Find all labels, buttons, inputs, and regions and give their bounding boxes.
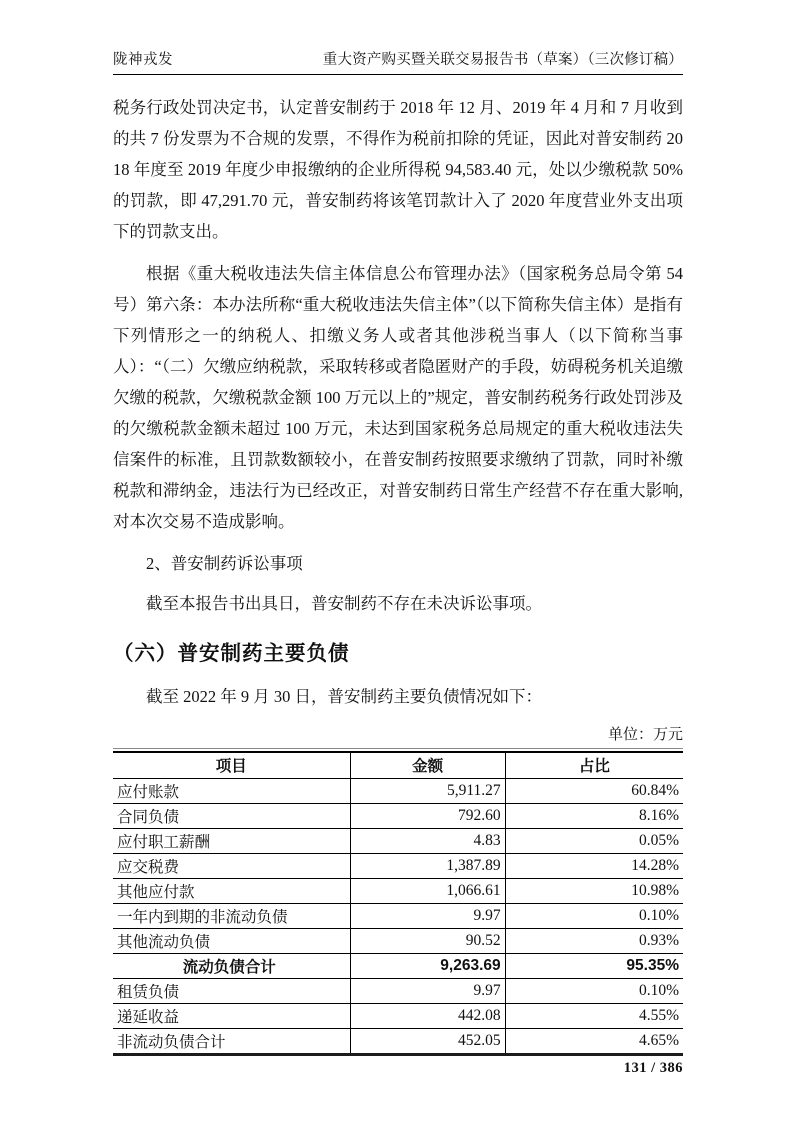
page-number: 131 / 386 xyxy=(623,1059,683,1076)
table-cell-amount: 1,066.61 xyxy=(350,878,505,903)
table-unit-label: 单位：万元 xyxy=(607,727,683,743)
running-header xyxy=(113,0,683,75)
table-row xyxy=(113,803,683,828)
table-cell-ratio: 0.05% xyxy=(505,828,683,853)
table-cell-ratio: 4.65% xyxy=(505,1028,683,1054)
table-header-ratio: 占比 xyxy=(578,758,610,776)
table-cell-item: 应付账款 xyxy=(113,778,350,803)
table-cell-item: 流动负债合计 xyxy=(113,953,350,978)
table-cell-ratio: 0.93% xyxy=(505,928,683,953)
table-cell-ratio: 0.10% xyxy=(505,903,683,928)
table-cell-ratio: 0.10% xyxy=(505,978,683,1003)
table-cell-amount: 9.97 xyxy=(350,978,505,1003)
table-cell-item: 其他应付款 xyxy=(113,878,350,903)
table-row xyxy=(113,1003,683,1028)
table-header-item: 项目 xyxy=(113,752,350,778)
document-body xyxy=(113,75,683,1077)
table-row xyxy=(113,903,683,928)
table-header-row xyxy=(113,752,683,778)
paragraph-regulation: 根据《重大税收违法失信主体信息公布管理办法》（国家税务总局令第 54 号）第六条：本办法所称“重大税收违法失信主体”（以下简称失信主体）是指有下列情形之一的纳税人、扣缴义务人或者其他涉税当事人（以下简称当事人）：“（二）欠缴应纳税款，采取转移或者隐匿财产的手段，妨碍税务机关追缴欠缴的税款，欠缴税款金额 100 万元以上的”规定，普安制药税务行政处罚涉及的欠缴税款金额未超过 100 万元，未达到国家税务总局规定的重大税收违法失信案件的标准，且罚款数额较小，在普安制药按照要求缴纳了罚款，同时补缴税款和滞纳金，违法行为已经改正，对普安制药日常生产经营不存在重大影响,对本次交易不造成影响。 xyxy=(113,264,683,531)
table-cell-amount: 4.83 xyxy=(350,828,505,853)
paragraph-liabilities-intro: 截至 2022 年 9 月 30 日，普安制药主要负债情况如下： xyxy=(146,687,542,706)
table-cell-ratio: 10.98% xyxy=(505,878,683,903)
table-row xyxy=(113,953,683,978)
table-cell-amount: 1,387.89 xyxy=(350,853,505,878)
table-cell-amount: 792.60 xyxy=(350,803,505,828)
paragraph-tax-penalty: 税务行政处罚决定书，认定普安制药于 2018 年 12 月、2019 年 4 月和 7 月收到的共 7 份发票为不合规的发票，不得作为税前扣除的凭证，因此对普安制药 2018 年度至 2019 年度少申报缴纳的企业所得税 94,583.40 元，处以少缴税款 50%的罚款，即 47,291.70 元，普安制药将该笔罚款计入了 2020 年度营业外支出项下的罚款支出。 xyxy=(113,98,683,241)
paragraph-litigation: 截至本报告书出具日，普安制药不存在未决诉讼事项。 xyxy=(146,594,542,613)
table-cell-item: 非流动负债合计 xyxy=(113,1028,350,1054)
table-cell-item: 租赁负债 xyxy=(113,978,350,1003)
section-heading-main-liabilities: （六）普安制药主要负债 xyxy=(113,642,350,665)
table-row xyxy=(113,878,683,903)
table-cell-item: 递延收益 xyxy=(113,1003,350,1028)
table-row xyxy=(113,978,683,1003)
table-header-amount: 金额 xyxy=(350,752,505,778)
table-cell-amount: 452.05 xyxy=(350,1028,505,1054)
table-cell-item: 一年内到期的非流动负债 xyxy=(113,903,350,928)
table-cell-amount: 442.08 xyxy=(350,1003,505,1028)
table-cell-ratio: 14.28% xyxy=(505,853,683,878)
table-cell-item: 其他流动负债 xyxy=(113,928,350,953)
table-row xyxy=(113,1028,683,1054)
table-row xyxy=(113,853,683,878)
table-cell-amount: 5,911.27 xyxy=(350,778,505,803)
table-cell-ratio: 4.55% xyxy=(505,1003,683,1028)
table-cell-amount: 9.97 xyxy=(350,903,505,928)
liabilities-table-head xyxy=(113,752,683,778)
table-row xyxy=(113,928,683,953)
table-cell-item: 应交税费 xyxy=(113,853,350,878)
header-company-name: 陇神戎发 xyxy=(113,52,173,68)
liabilities-table-body xyxy=(113,778,683,1054)
table-cell-ratio: 8.16% xyxy=(505,803,683,828)
table-cell-amount: 90.52 xyxy=(350,928,505,953)
subsection-litigation-title: 2、普安制药诉讼事项 xyxy=(146,554,303,573)
liabilities-table-wrapper xyxy=(113,748,683,1056)
table-row xyxy=(113,778,683,803)
table-cell-ratio: 60.84% xyxy=(505,778,683,803)
header-document-title: 重大资产购买暨关联交易报告书（草案）（三次修订稿） xyxy=(322,52,683,68)
table-cell-item: 应付职工薪酬 xyxy=(113,828,350,853)
table-cell-ratio: 95.35% xyxy=(505,953,683,978)
table-cell-amount: 9,263.69 xyxy=(350,953,505,978)
table-cell-item: 合同负债 xyxy=(113,803,350,828)
table-row xyxy=(113,828,683,853)
liabilities-table xyxy=(113,751,683,1056)
